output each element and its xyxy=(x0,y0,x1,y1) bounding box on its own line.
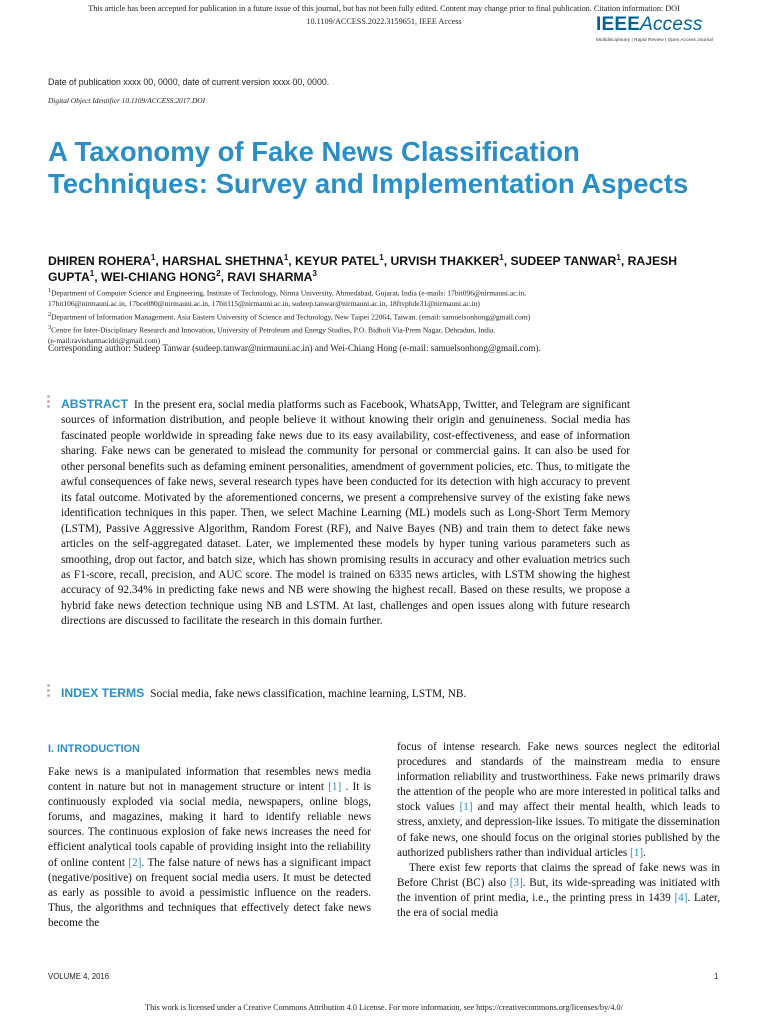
affiliation-number: 1 xyxy=(48,287,52,294)
affiliation-1-cont: 17bit106@nirmauni.ac.in, 17bce080@nirmauni.ac.in, 17bit115@nirmauni.ac.in, sudeep.tanwar@nirmauni.ac.in, 18ftvphde31@nirmauni.ac.in) xyxy=(48,299,480,309)
footer-volume: VOLUME 4, 2016 xyxy=(48,972,110,981)
license-notice: This work is licensed under a Creative Commons Attribution 4.0 License. For more information, see https://creativecommons.org/licenses/by/4.0/ xyxy=(145,1003,623,1012)
author-affiliation-number: 1 xyxy=(150,252,156,262)
index-terms xyxy=(61,686,630,702)
paper-title: A Taxonomy of Fake News Classification Techniques: Survey and Implementation Aspects xyxy=(48,136,689,199)
affiliation-text: Department of Computer Science and Engineering, Institute of Technology, Nirma University, Ahmedabad, Gujarat, India (e-mails: 17bit096@nirmauni.ac.in, xyxy=(51,288,527,298)
banner-line-1: This article has been accepted for publication in a future issue of this journal, but has not been fully edited. Content may change prior to final publication. Citation information: DOI xyxy=(88,4,680,13)
affiliation-2 xyxy=(48,310,688,323)
author-list: DHIREN ROHERA$^1$, HARSHAL SHETHNA$^1$, KEYUR PATEL$^1$, URVISH THAKKER$^1$, SUDEEP TANWAR$^1$, RAJESH GUPTA$^1$, WEI-CHIANG HONG$^2$, RAVI SHARMA$^3$ xyxy=(48,252,678,284)
abstract-marker-dots xyxy=(47,395,50,410)
citation-link[interactable]: [2] xyxy=(128,856,142,869)
paragraph-text: focus of intense research. Fake news sources neglect the editorial procedures and standards of the mainstream media to ensure information reliability and trustworthiness. Fake news primarily draws the attention of the people who are more interested in political talks and stock values xyxy=(397,741,720,814)
digital-object-identifier: Digital Object Identifier 10.1109/ACCESS.2017.DOI xyxy=(48,96,206,105)
paragraph xyxy=(397,861,720,921)
affiliation-3-cont: (e-mail:ravisharmacidri@gmail.com) xyxy=(48,335,161,345)
paragraph-text: . Later, the era of social media xyxy=(397,891,720,920)
author-affiliation-number: 2 xyxy=(216,268,221,278)
author-affiliation-number: 1 xyxy=(616,252,621,262)
banner-line-2: 10.1109/ACCESS.2022.3159651, IEEE Access xyxy=(306,16,462,26)
index-terms-text: Social media, fake news classification, machine learning, LSTM, NB. xyxy=(150,688,467,700)
paragraph xyxy=(397,740,720,861)
affiliation-number: 2 xyxy=(48,310,52,318)
author-name: URVISH THAKKER xyxy=(390,254,500,268)
ieee-access-logo xyxy=(596,14,724,48)
affiliation-3 xyxy=(48,323,688,336)
logo-ieee: IEEE xyxy=(596,14,641,35)
citation-link[interactable]: [1] xyxy=(630,846,644,859)
author-affiliation-number: 1 xyxy=(89,268,95,278)
paragraph-text: . xyxy=(643,846,646,859)
logo-access: Access xyxy=(640,14,703,35)
abstract-text: In the present era, social media platforms such as Facebook, WhatsApp, Twitter, and Telegram are significant sources of information distribution, and people believe it without knowing their origin and genuineness. Social media has fascinated people worldwide in spreading fake news due to its easy availability, cost-effectiveness, and ease of information sharing. Fake news can be generated to mislead the community for personal or commercial gains. It can also be used for other personal benefits such as defaming eminent personalities, amendment of government policies, etc. Thus, to mitigate the awful consequences of fake news, several research types have been conducted for its detection with high accuracy to prevent its fatal outcome. Motivated by the aforementioned concerns, we present a comprehensive survey of the existing fake news identification techniques in this paper. Then, we select Machine Learning (ML) models such as Long-Short Term Memory (LSTM), Passive Aggressive Algorithm, Random Forest (RF), and Naive Bayes (NB) and train them to detect fake news articles on the self-aggregated dataset. Later, we implemented these models by hyper tuning various parameters such as smoothing, drop out factor, and batch size, which has shown promising results in accuracy and other evaluation metrics such as F1-score, recall, precision, and AUC score. The model is trained on 6335 news articles, with LSTM showing the highest accuracy of 92.34% in predicting fake news and NB were showing the highest recall. Based on these results, we propose a hybrid fake news detection technique using NB and LSTM. At last, challenges and open issues along with future research directions are discussed to facilitate the research in this domain further. xyxy=(61,399,630,628)
footer-page-number: 1 xyxy=(714,972,719,981)
author-name: HARSHAL SHETHNA xyxy=(162,254,284,268)
affiliations xyxy=(48,286,688,346)
citation-link[interactable]: [3] xyxy=(509,876,523,889)
author-name: SUDEEP TANWAR xyxy=(510,254,617,268)
paragraph-text: . The false nature of news has a significant impact (negative/positive) on frequent social media users. It must be detected as early as possible to avoid a pessimistic influence on the readers. Thus, the algorithms and techniques that effectively detect fake news become the xyxy=(48,856,371,929)
author-name: RAVI SHARMA xyxy=(227,269,313,284)
author-name: WEI-CHIANG HONG xyxy=(101,269,217,284)
paragraph-text: and may affect their mental health, which leads to stress, anxiety, and depression-like issues. To mitigate the dissemination of fake news, one should focus on the original stories published by the authorized publishers rather than individual articles xyxy=(397,801,720,859)
index-terms-marker-dots xyxy=(47,684,50,699)
corresponding-author: Corresponding author: Sudeep Tanwar (sudeep.tanwar@nirmauni.ac.in) and Wei-Chiang Hong (e-mail: samuelsonhong@gmail.com). xyxy=(48,343,541,353)
logo-tagline: Multidisciplinary | Rapid Review | Open Access Journal xyxy=(596,37,714,42)
author-affiliation-number: 3 xyxy=(312,268,317,278)
affiliation-text: Centre for Inter-Disciplinary Research and Innovation, University of Petroleum and Energy Studies, P.O. Bidholi Via-Prem Nagar, Dehradun, India. xyxy=(51,325,496,335)
affiliation-1 xyxy=(48,286,688,299)
paragraph-text: There exist few reports that claims the spread of fake news was in Before Christ (BC) also xyxy=(397,861,720,889)
abstract-label: ABSTRACT xyxy=(61,397,129,411)
left-column xyxy=(48,765,371,931)
index-terms-label: INDEX TERMS xyxy=(61,686,145,700)
author-affiliation-number: 1 xyxy=(379,252,384,262)
author-name: DHIREN ROHERA xyxy=(48,254,151,268)
right-column xyxy=(397,740,720,921)
paragraph-text: . It is continuously exploded via social media, newspapers, online blogs, forums, and magazines, making it hard to identify reliable news sources. The continuous explosion of fake news increases the need for efficient analytical tools capable of providing insight into the reliability of online content xyxy=(48,781,371,869)
citation-link[interactable]: [1] xyxy=(459,801,473,814)
citation-link[interactable]: [4] xyxy=(674,891,688,904)
section-heading-introduction: I. INTRODUCTION xyxy=(48,743,140,755)
affiliation-text: Department of Information Management, Asia Eastern University of Science and Technology, New Taipei 22064, Taiwan. (email: samuelsonhong@gmail.com) xyxy=(51,312,531,322)
paragraph-text: . But, its wide-spreading was initiated with the invention of print media, i.e., the printing press in 1439 xyxy=(397,876,720,904)
citation-link[interactable]: [1] xyxy=(328,781,342,794)
abstract xyxy=(61,397,630,630)
author-name: RAJESH GUPTA xyxy=(48,254,678,284)
author-affiliation-number: 1 xyxy=(499,252,504,262)
affiliation-number: 3 xyxy=(48,323,52,331)
publication-date: Date of publication xxxx 00, 0000, date of current version xxxx 00, 0000. xyxy=(48,77,330,87)
logo-wordmark xyxy=(596,14,724,36)
paragraph-text: Fake news is a manipulated information that resembles news media content in nature but not in management structure or intent xyxy=(48,766,371,794)
paragraph xyxy=(48,765,371,931)
author-name: KEYUR PATEL xyxy=(295,254,380,268)
author-affiliation-number: 1 xyxy=(283,252,289,262)
